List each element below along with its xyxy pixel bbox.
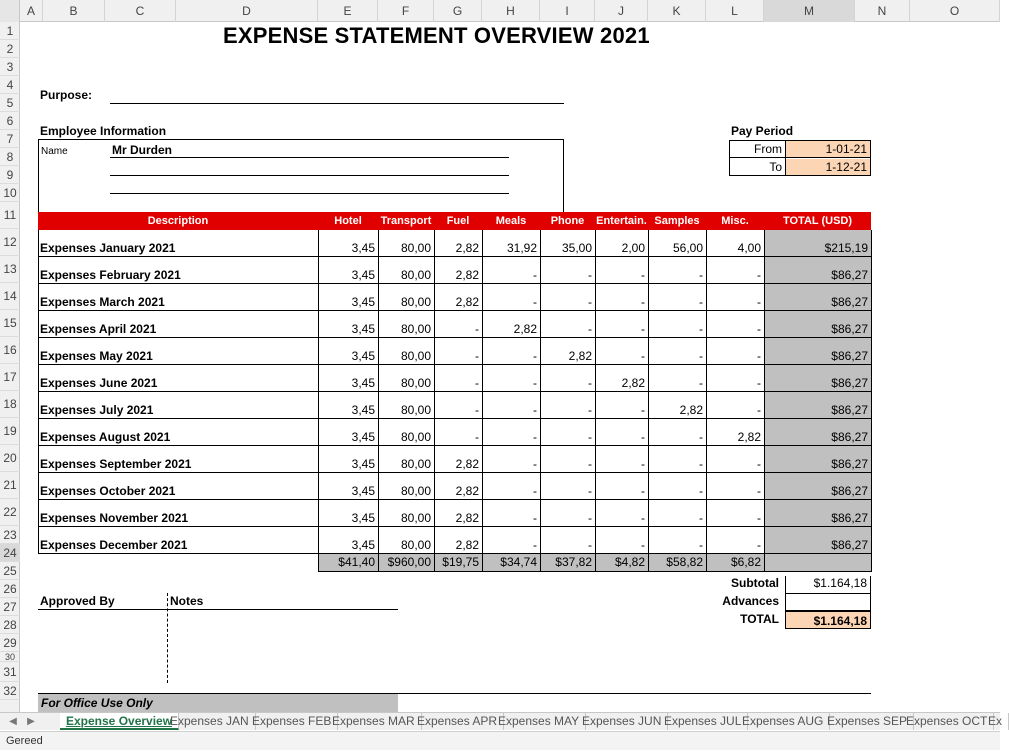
table-cell[interactable]: 80,00 xyxy=(400,484,431,498)
table-cell[interactable]: 3,45 xyxy=(351,349,375,363)
table-cell[interactable]: 3,45 xyxy=(351,403,375,417)
column-header-f[interactable]: F xyxy=(378,0,434,22)
row-header-23[interactable]: 23 xyxy=(0,526,20,544)
row-header-8[interactable]: 8 xyxy=(0,148,20,166)
table-cell[interactable]: - xyxy=(757,484,761,498)
table-cell[interactable]: 3,45 xyxy=(351,457,375,471)
sheet-tab-expense-overview[interactable]: Expense Overview xyxy=(60,713,179,730)
table-cell[interactable]: - xyxy=(588,511,592,525)
table-cell[interactable]: - xyxy=(533,376,537,390)
table-column-border xyxy=(318,230,319,572)
table-row-description[interactable]: Expenses August 2021 xyxy=(40,430,171,444)
table-row-description[interactable]: Expenses July 2021 xyxy=(40,403,154,417)
table-cell[interactable]: 80,00 xyxy=(400,376,431,390)
table-cell[interactable]: - xyxy=(641,322,645,336)
pay-period-to-label: To xyxy=(729,158,786,176)
column-header-c[interactable]: C xyxy=(105,0,176,22)
table-cell[interactable]: - xyxy=(757,349,761,363)
table-cell[interactable]: 2,82 xyxy=(679,403,703,417)
column-header-k[interactable]: K xyxy=(648,0,706,22)
table-row-total[interactable]: $86,27 xyxy=(831,403,868,417)
office-use-label: For Office Use Only xyxy=(38,693,398,712)
table-cell[interactable]: 80,00 xyxy=(400,295,431,309)
table-cell[interactable]: - xyxy=(699,457,703,471)
table-header-entertain: Entertain. xyxy=(595,212,648,230)
table-column-border xyxy=(595,230,596,572)
worksheet-grid[interactable] xyxy=(21,23,1000,712)
sheet-tab-expenses-jan[interactable]: Expenses JAN xyxy=(164,713,256,730)
table-cell[interactable]: 2,82 xyxy=(455,538,479,552)
table-cell[interactable]: 35,00 xyxy=(561,241,592,255)
table-cell[interactable]: 2,00 xyxy=(621,241,645,255)
table-cell[interactable]: 80,00 xyxy=(400,241,431,255)
row-header-7[interactable]: 7 xyxy=(0,130,20,148)
table-row-description[interactable]: Expenses April 2021 xyxy=(40,322,157,336)
table-header-fuel: Fuel xyxy=(434,212,482,230)
table-cell[interactable]: - xyxy=(533,349,537,363)
table-cell[interactable]: - xyxy=(699,349,703,363)
table-row-border xyxy=(38,310,871,311)
table-cell[interactable]: - xyxy=(757,457,761,471)
subtotal-value[interactable]: $1.164,18 xyxy=(785,576,871,594)
sheet-tab-expenses-aug[interactable]: Expenses AUG xyxy=(736,713,830,730)
name-line-2 xyxy=(110,175,509,176)
table-row-border xyxy=(38,391,871,392)
table-cell[interactable]: 31,92 xyxy=(506,241,537,255)
table-cell[interactable]: 3,45 xyxy=(351,376,375,390)
sheet-tab-expenses-mar[interactable]: Expenses MAR xyxy=(326,713,422,730)
table-row-description[interactable]: Expenses January 2021 xyxy=(40,241,176,255)
table-row-description[interactable]: Expenses March 2021 xyxy=(40,295,165,309)
table-cell[interactable]: - xyxy=(699,268,703,282)
table-row-total[interactable]: $215,19 xyxy=(824,241,868,255)
column-header-i[interactable]: I xyxy=(540,0,595,22)
table-cell[interactable]: 3,45 xyxy=(351,268,375,282)
table-cell[interactable]: - xyxy=(475,322,479,336)
row-header-5[interactable]: 5 xyxy=(0,94,20,112)
table-cell[interactable]: - xyxy=(475,349,479,363)
office-use-top-line xyxy=(398,693,871,694)
table-cell[interactable]: - xyxy=(641,457,645,471)
table-row-border xyxy=(38,418,871,419)
table-cell[interactable]: - xyxy=(699,511,703,525)
table-cell[interactable]: - xyxy=(533,484,537,498)
row-header-10[interactable]: 10 xyxy=(0,184,20,202)
total-label: TOTAL xyxy=(740,612,779,626)
sheet-tab-expenses-may[interactable]: Expenses MAY xyxy=(492,713,586,730)
table-column-border xyxy=(378,230,379,572)
column-total-cell[interactable]: $58,82 xyxy=(666,555,703,569)
column-total-cell[interactable]: $960,00 xyxy=(387,555,431,569)
sheet-tab-expenses-sep[interactable]: Expenses SEP xyxy=(821,713,914,730)
column-header-m[interactable]: M xyxy=(764,0,855,22)
table-cell[interactable]: 80,00 xyxy=(400,403,431,417)
column-total-cell[interactable]: $34,74 xyxy=(500,555,537,569)
table-cell[interactable]: 3,45 xyxy=(351,484,375,498)
table-cell[interactable]: - xyxy=(588,430,592,444)
table-row-description[interactable]: Expenses May 2021 xyxy=(40,349,153,363)
table-row-border xyxy=(38,526,871,527)
table-row-total[interactable]: $86,27 xyxy=(831,430,868,444)
row-header-32[interactable]: 32 xyxy=(0,682,20,700)
table-row-description[interactable]: Expenses September 2021 xyxy=(40,457,192,471)
table-row-border xyxy=(38,472,871,473)
table-cell[interactable]: 80,00 xyxy=(400,322,431,336)
column-header-a[interactable]: A xyxy=(20,0,43,22)
table-row-border xyxy=(38,364,871,365)
approved-by-label: Approved By xyxy=(40,594,115,608)
table-cell[interactable]: - xyxy=(533,457,537,471)
table-row-description[interactable]: Expenses October 2021 xyxy=(40,484,176,498)
table-cell[interactable]: 56,00 xyxy=(672,241,703,255)
table-cell[interactable]: 3,45 xyxy=(351,511,375,525)
table-cell[interactable]: - xyxy=(757,538,761,552)
row-header-17[interactable]: 17 xyxy=(0,364,20,391)
row-header-14[interactable]: 14 xyxy=(0,283,20,310)
table-cell[interactable]: 2,82 xyxy=(455,511,479,525)
row-header-19[interactable]: 19 xyxy=(0,418,20,445)
table-cell[interactable]: - xyxy=(757,322,761,336)
table-cell[interactable]: - xyxy=(533,295,537,309)
row-header-16[interactable]: 16 xyxy=(0,337,20,364)
table-header-description: Description xyxy=(38,212,318,230)
table-row-total[interactable]: $86,27 xyxy=(831,322,868,336)
table-cell[interactable]: 3,45 xyxy=(351,295,375,309)
table-row-total[interactable]: $86,27 xyxy=(831,538,868,552)
table-row-border xyxy=(38,256,871,257)
row-header-4[interactable]: 4 xyxy=(0,76,20,94)
column-header-j[interactable]: J xyxy=(595,0,648,22)
table-cell[interactable]: 80,00 xyxy=(400,538,431,552)
table-column-border xyxy=(540,230,541,572)
advances-label: Advances xyxy=(722,594,779,608)
table-cell[interactable]: - xyxy=(475,376,479,390)
table-row-description[interactable]: Expenses November 2021 xyxy=(40,511,189,525)
row-header-30[interactable]: 30 xyxy=(0,652,20,662)
approved-notes-line xyxy=(38,609,398,610)
table-header-hotel: Hotel xyxy=(318,212,378,230)
name-label: Name xyxy=(41,146,68,157)
table-row-border xyxy=(38,553,871,554)
column-header-o[interactable]: O xyxy=(910,0,1000,22)
table-cell[interactable]: 3,45 xyxy=(351,322,375,336)
row-header-21[interactable]: 21 xyxy=(0,472,20,499)
name-line-3 xyxy=(110,193,509,194)
table-cell[interactable]: 2,82 xyxy=(568,349,592,363)
table-column-border xyxy=(648,230,649,572)
table-header-total-usd: TOTAL (USD) xyxy=(764,212,871,230)
row-header-9[interactable]: 9 xyxy=(0,166,20,184)
table-cell[interactable]: 4,00 xyxy=(737,241,761,255)
sheet-tab-expenses-oct[interactable]: Expenses OCT xyxy=(900,713,994,730)
row-header-24[interactable]: 24 xyxy=(0,544,20,562)
table-cell[interactable]: - xyxy=(641,511,645,525)
table-cell[interactable]: - xyxy=(699,322,703,336)
nav-left-icon[interactable]: ◀ xyxy=(9,716,17,727)
row-header-20[interactable]: 20 xyxy=(0,445,20,472)
table-cell[interactable]: - xyxy=(641,484,645,498)
table-cell[interactable]: - xyxy=(588,295,592,309)
row-header-6[interactable]: 6 xyxy=(0,112,20,130)
table-column-border xyxy=(871,230,872,572)
purpose-line xyxy=(110,103,564,104)
column-totals-bottom-border xyxy=(318,571,871,572)
subtotal-label: Subtotal xyxy=(731,576,779,590)
table-cell[interactable]: 3,45 xyxy=(351,538,375,552)
table-cell[interactable]: - xyxy=(699,376,703,390)
table-header-misc: Misc. xyxy=(706,212,764,230)
table-column-border xyxy=(434,230,435,572)
row-header-11[interactable]: 11 xyxy=(0,202,20,229)
table-row-total[interactable]: $86,27 xyxy=(831,268,868,282)
grand-total-value[interactable]: $1.164,18 xyxy=(785,611,871,629)
table-cell[interactable]: - xyxy=(533,538,537,552)
table-row-border xyxy=(38,499,871,500)
table-cell[interactable]: - xyxy=(757,403,761,417)
status-bar xyxy=(0,731,1000,750)
column-total-cell[interactable]: $4,82 xyxy=(614,555,645,569)
table-row-total[interactable]: $86,27 xyxy=(831,457,868,471)
table-cell[interactable]: - xyxy=(533,430,537,444)
table-cell[interactable]: - xyxy=(699,484,703,498)
sheet-tab-expenses-jun[interactable]: Expenses JUN xyxy=(576,713,668,730)
nav-right-icon[interactable]: ▶ xyxy=(27,716,35,727)
table-cell[interactable]: - xyxy=(588,268,592,282)
sheet-tab-expenses-apr[interactable]: Expenses APR xyxy=(411,713,504,730)
table-row-description[interactable]: Expenses December 2021 xyxy=(40,538,188,552)
table-cell[interactable]: - xyxy=(641,349,645,363)
row-header-26[interactable]: 26 xyxy=(0,580,20,598)
table-cell[interactable]: 80,00 xyxy=(400,511,431,525)
advances-value[interactable] xyxy=(785,593,871,611)
table-cell[interactable]: - xyxy=(533,268,537,282)
table-cell[interactable]: 2,82 xyxy=(455,295,479,309)
column-header-d[interactable]: D xyxy=(176,0,318,22)
sheet-tab-expenses-feb[interactable]: Expenses FEB xyxy=(246,713,338,730)
name-line-1 xyxy=(110,157,509,158)
row-header-31[interactable]: 31 xyxy=(0,662,20,682)
column-header-b[interactable]: B xyxy=(43,0,105,22)
column-total-cell[interactable]: $41,40 xyxy=(338,555,375,569)
column-header-bar xyxy=(0,0,1000,22)
table-column-border xyxy=(38,230,39,554)
column-header-e[interactable]: E xyxy=(318,0,378,22)
table-cell[interactable]: - xyxy=(757,511,761,525)
table-header-meals: Meals xyxy=(482,212,540,230)
name-value[interactable]: Mr Durden xyxy=(112,143,172,157)
table-cell[interactable]: - xyxy=(699,295,703,309)
row-header-13[interactable]: 13 xyxy=(0,256,20,283)
row-header-1[interactable]: 1 xyxy=(0,22,20,40)
table-cell[interactable]: 2,82 xyxy=(455,457,479,471)
row-header-28[interactable]: 28 xyxy=(0,616,20,634)
table-row-total[interactable]: $86,27 xyxy=(831,295,868,309)
table-cell[interactable]: - xyxy=(588,538,592,552)
employee-info-label: Employee Information xyxy=(40,124,167,138)
table-cell[interactable]: - xyxy=(475,430,479,444)
sheet-tab-expenses-jul[interactable]: Expenses JUL xyxy=(658,713,748,730)
table-cell[interactable]: 80,00 xyxy=(400,457,431,471)
table-row-description[interactable]: Expenses February 2021 xyxy=(40,268,181,282)
table-cell[interactable]: - xyxy=(641,430,645,444)
table-cell[interactable]: - xyxy=(641,295,645,309)
table-cell[interactable]: - xyxy=(641,538,645,552)
table-cell[interactable]: 80,00 xyxy=(400,268,431,282)
status-text: Gereed xyxy=(6,735,43,747)
table-cell[interactable]: - xyxy=(588,457,592,471)
row-header-3[interactable]: 3 xyxy=(0,58,20,76)
pay-period-to-value[interactable]: 1-12-21 xyxy=(786,159,870,175)
table-column-border xyxy=(764,230,765,572)
column-total-cell[interactable]: $37,82 xyxy=(555,555,592,569)
row-header-18[interactable]: 18 xyxy=(0,391,20,418)
table-cell[interactable]: - xyxy=(757,376,761,390)
select-all-corner[interactable] xyxy=(0,0,20,22)
table-header-transport: Transport xyxy=(378,212,434,230)
row-header-bar xyxy=(0,22,20,712)
table-row-border xyxy=(38,445,871,446)
notes-label: Notes xyxy=(170,594,204,608)
table-cell[interactable]: - xyxy=(757,295,761,309)
table-cell[interactable]: 80,00 xyxy=(400,349,431,363)
table-cell[interactable]: 2,82 xyxy=(455,484,479,498)
table-cell[interactable]: - xyxy=(641,268,645,282)
column-total-cell[interactable]: $6,82 xyxy=(730,555,761,569)
table-row-description[interactable]: Expenses June 2021 xyxy=(40,376,158,390)
row-header-25[interactable]: 25 xyxy=(0,562,20,580)
row-header-27[interactable]: 27 xyxy=(0,598,20,616)
row-header-12[interactable]: 12 xyxy=(0,229,20,256)
column-header-g[interactable]: G xyxy=(434,0,482,22)
table-cell[interactable]: - xyxy=(588,376,592,390)
sheet-title: EXPENSE STATEMENT OVERVIEW 2021 xyxy=(223,23,650,48)
table-row-total[interactable]: $86,27 xyxy=(831,349,868,363)
pay-period-label: Pay Period xyxy=(731,124,794,138)
table-row-total[interactable]: $86,27 xyxy=(831,376,868,390)
table-cell[interactable]: 2,82 xyxy=(621,376,645,390)
table-cell[interactable]: - xyxy=(757,268,761,282)
table-column-border xyxy=(706,230,707,572)
table-cell[interactable]: 2,82 xyxy=(737,430,761,444)
row-header-29[interactable]: 29 xyxy=(0,634,20,652)
column-header-h[interactable]: H xyxy=(482,0,540,22)
column-header-l[interactable]: L xyxy=(706,0,764,22)
table-header-samples: Samples xyxy=(648,212,706,230)
pay-period-from-value[interactable]: 1-01-21 xyxy=(786,141,870,158)
table-cell[interactable]: 2,82 xyxy=(513,322,537,336)
table-cell[interactable]: 2,82 xyxy=(455,241,479,255)
approved-notes-divider xyxy=(167,593,168,683)
table-cell[interactable]: - xyxy=(533,403,537,417)
table-cell[interactable]: 3,45 xyxy=(351,430,375,444)
table-cell[interactable]: 80,00 xyxy=(400,430,431,444)
table-cell[interactable]: - xyxy=(588,322,592,336)
table-cell[interactable]: - xyxy=(475,403,479,417)
table-cell[interactable]: - xyxy=(533,511,537,525)
table-column-border xyxy=(482,230,483,572)
table-header-phone: Phone xyxy=(540,212,595,230)
purpose-label: Purpose: xyxy=(40,88,93,102)
table-cell[interactable]: - xyxy=(588,403,592,417)
row-header-22[interactable]: 22 xyxy=(0,499,20,526)
table-row-total[interactable]: $86,27 xyxy=(831,484,868,498)
sheet-tab-bar xyxy=(0,712,1003,730)
pay-period-from-label: From xyxy=(729,140,786,158)
table-cell[interactable]: 3,45 xyxy=(351,241,375,255)
table-cell[interactable]: - xyxy=(588,484,592,498)
column-total-cell[interactable]: $19,75 xyxy=(442,555,479,569)
table-cell[interactable]: - xyxy=(699,430,703,444)
column-header-n[interactable]: N xyxy=(855,0,910,22)
table-cell[interactable]: - xyxy=(641,403,645,417)
table-row-total[interactable]: $86,27 xyxy=(831,511,868,525)
table-cell[interactable]: - xyxy=(699,538,703,552)
table-cell[interactable]: 2,82 xyxy=(455,268,479,282)
row-header-15[interactable]: 15 xyxy=(0,310,20,337)
sheet-tab-ex[interactable]: Ex xyxy=(982,713,1009,730)
table-row-border xyxy=(38,337,871,338)
table-row-border xyxy=(38,283,871,284)
row-header-2[interactable]: 2 xyxy=(0,40,20,58)
